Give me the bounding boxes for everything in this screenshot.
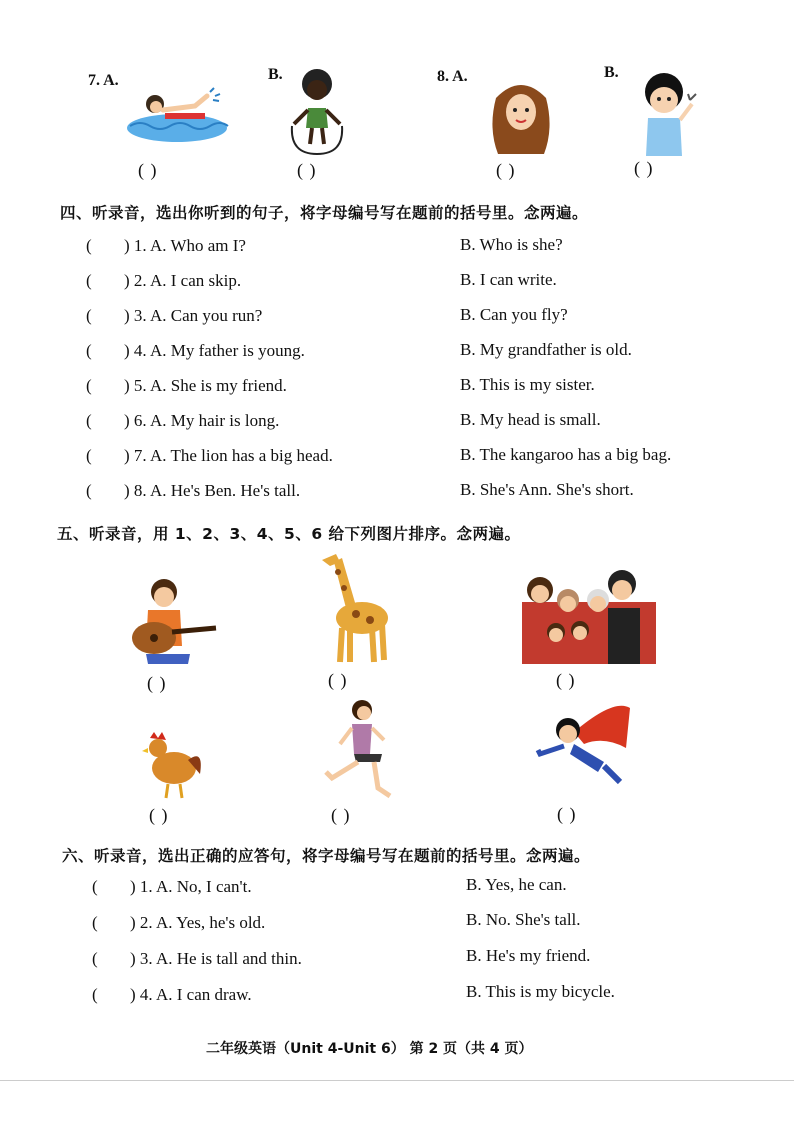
answer-paren-7b[interactable]: ( ) [297, 160, 317, 180]
skipping-girl-picture [286, 66, 348, 156]
section-6-item-2-option-b: B. No. She's tall. [466, 910, 581, 929]
section-4-item-8-option-b: B. She's Ann. She's short. [460, 480, 634, 499]
section-4-item-4-option-b: B. My grandfather is old. [460, 340, 632, 359]
answer-paren[interactable]: ( [86, 236, 92, 255]
answer-paren-8a[interactable]: ( ) [496, 160, 516, 180]
answer-paren-picture-2[interactable]: ( ) [328, 670, 348, 690]
answer-paren[interactable]: ( [92, 985, 98, 1004]
q7-a-label: 7. A. [88, 72, 119, 89]
option-a: ) 2. A. I can skip. [124, 271, 242, 290]
answer-paren[interactable]: ( [86, 341, 92, 360]
guitar-boy-picture [126, 576, 218, 666]
q8-b-label: B. [604, 64, 619, 81]
answer-paren-picture-5[interactable]: ( ) [331, 805, 351, 825]
swimming-boy-picture [125, 86, 230, 146]
family-picture [522, 566, 656, 664]
q7-b-label: B. [268, 66, 283, 83]
option-a: ) 7. A. The lion has a big head. [124, 446, 333, 465]
long-hair-girl-picture [488, 78, 554, 158]
answer-paren-picture-1[interactable]: ( ) [147, 673, 167, 693]
answer-paren[interactable]: ( [92, 949, 98, 968]
section-4-item-2-option-b: B. I can write. [460, 270, 557, 289]
option-a: ) 4. A. My father is young. [124, 341, 305, 360]
section-4-item-6-option-b: B. My head is small. [460, 410, 601, 429]
answer-paren[interactable]: ( [86, 481, 92, 500]
answer-paren[interactable]: ( [86, 411, 92, 430]
page-divider [0, 1080, 794, 1081]
answer-paren[interactable]: ( [86, 306, 92, 325]
section-6-heading: 六、听录音，选出正确的应答句，将字母编号写在题前的括号里。念两遍。 [62, 847, 591, 865]
option-a: ) 2. A. Yes, he's old. [130, 913, 266, 932]
answer-paren-picture-3[interactable]: ( ) [556, 670, 576, 690]
option-a: ) 1. A. No, I can't. [130, 877, 252, 896]
rooster-picture [140, 730, 206, 800]
q8-a-label: 8. A. [437, 68, 468, 85]
option-a: ) 6. A. My hair is long. [124, 411, 280, 430]
option-a: ) 4. A. I can draw. [130, 985, 252, 1004]
section-4-item-1-option-b: B. Who is she? [460, 235, 563, 254]
giraffe-picture [316, 548, 390, 666]
option-a: ) 5. A. She is my friend. [124, 376, 287, 395]
option-a: ) 1. A. Who am I? [124, 236, 246, 255]
answer-paren[interactable]: ( [86, 376, 92, 395]
section-6-item-1-option-b: B. Yes, he can. [466, 875, 567, 894]
section-5-heading: 五、听录音，用 1、2、3、4、5、6 给下列图片排序。念两遍。 [57, 525, 521, 543]
section-4-item-5-option-b: B. This is my sister. [460, 375, 595, 394]
section-6-item-3-option-b: B. He's my friend. [466, 946, 591, 965]
answer-paren[interactable]: ( [86, 446, 92, 465]
option-a: ) 8. A. He's Ben. He's tall. [124, 481, 301, 500]
answer-paren[interactable]: ( [92, 877, 98, 896]
section-6-item-4-option-b: B. This is my bicycle. [466, 982, 615, 1001]
section-4-item-3-option-b: B. Can you fly? [460, 305, 568, 324]
page-footer: 二年级英语（Unit 4-Unit 6） 第 2 页（共 4 页） [206, 1041, 533, 1057]
answer-paren-7a[interactable]: ( ) [138, 160, 158, 180]
answer-paren[interactable]: ( [86, 271, 92, 290]
option-a: ) 3. A. He is tall and thin. [130, 949, 302, 968]
answer-paren-picture-4[interactable]: ( ) [149, 805, 169, 825]
answer-paren[interactable]: ( [92, 913, 98, 932]
section-4-heading: 四、听录音，选出你听到的句子，将字母编号写在题前的括号里。念两遍。 [60, 204, 589, 222]
flying-boy-picture [534, 702, 634, 790]
answer-paren-8b[interactable]: ( ) [634, 158, 654, 178]
short-hair-boy-picture [636, 70, 698, 160]
section-4-item-7-option-b: B. The kangaroo has a big bag. [460, 445, 672, 464]
running-girl-picture [322, 696, 394, 804]
answer-paren-picture-6[interactable]: ( ) [557, 804, 577, 824]
option-a: ) 3. A. Can you run? [124, 306, 263, 325]
